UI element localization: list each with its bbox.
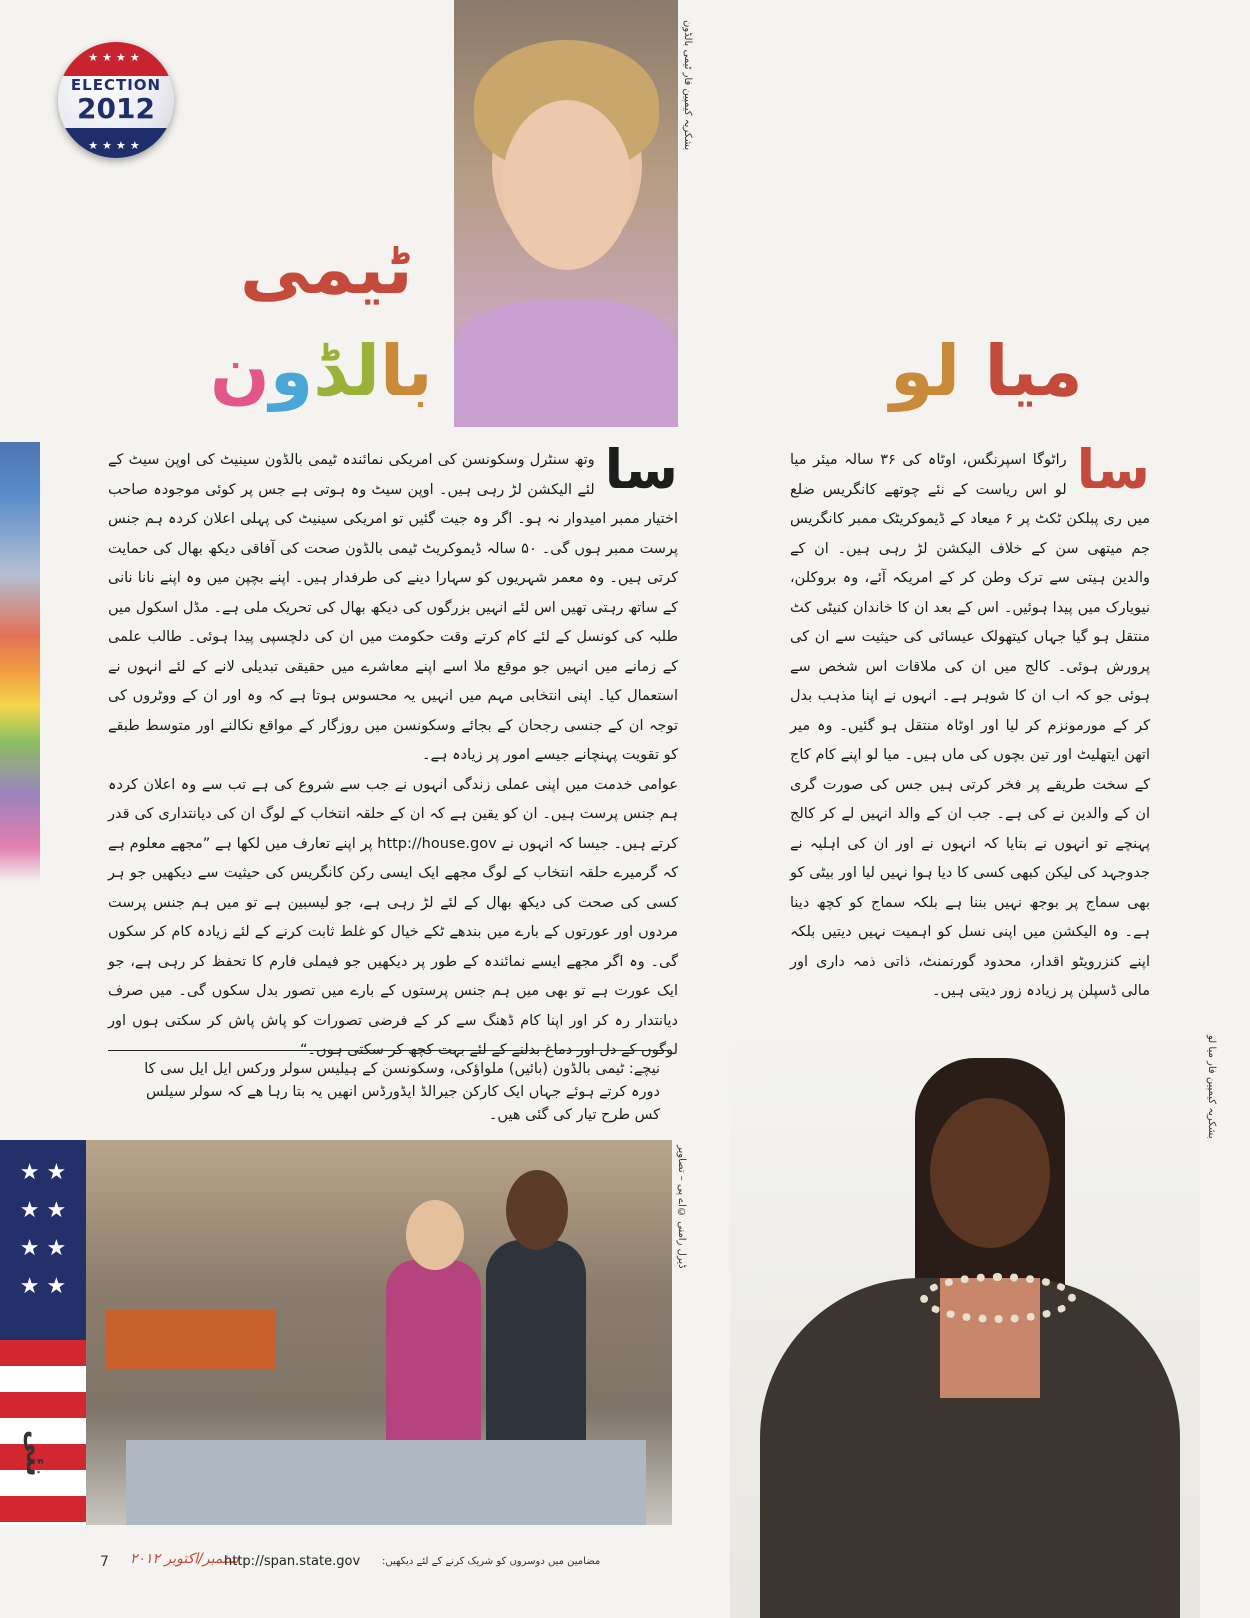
baldwin-portrait-photo <box>454 0 678 427</box>
issue-date: ستمبر/اکتوبر ۲۰۱۲ <box>130 1551 239 1567</box>
baldwin-last-part-3: و <box>269 330 314 412</box>
page-number: 7 <box>100 1554 109 1570</box>
footer-url-link[interactable]: http://span.state.gov <box>224 1554 361 1569</box>
baldwin-last-name-title <box>210 330 433 412</box>
baldwin-photo-credit: بشکریہ کیمپین فار ٹیمی بالڈون <box>682 20 693 151</box>
love-name-part-2: لو <box>890 330 961 412</box>
photo-orange-rack <box>106 1310 276 1370</box>
love-article <box>790 438 1151 1007</box>
baldwin-paragraph-2: عوامی خدمت میں اپنی عملی زندگی انہوں نے جب سے شروع کی ہے تب سے وہ اعلان کردہ ہم جنس پرست ہیں۔ ان کو یقین ہے کہ ان کے حلقہ انتخاب کے لوگ ان کی دیانتداری کی قدر کرتے ہیں۔ جیسا کہ انہوں نے http://house.gov پر اپنے تعارف میں لکھا ہے ”مجھے معلوم ہے کہ گرمیرے حلقہ انتخاب کے لوگ مجھے ایک ایسی رکن کانگریس کی حیثیت سے دیکھیں جو ہر کسی کی صحت کی دیکھ بھال کے لئے لڑ رہی ہے، جو لیسبین ہے تو میں ہم جنس پرست مردوں اور عورتوں کے بارے میں بندھے ٹکے خیال کو غلط ثابت کرنے کے لئے زیادہ کام کر سکوں گی۔ وہ اگر مجھے ایسے نمائندہ کے طور پر دیکھیں جو فیملی فارم کا تحفظ کر رہی ہے، جو ایک عورت ہے تو بھی میں ہم جنس پرستوں کے بارے میں تصور بدل سکوں گی۔ میں صرف دیانتدار رہ کر اور اپنا کام ڈھنگ سے کر کے فرضی تصورات کو پاش پاش کر سکتی ہوں اور لوگوں کے دل اور دماغ بدلنے کے لئے بہت کچھ کر سکتی ہوں۔“ <box>108 776 678 1058</box>
photo-worker-head <box>506 1170 568 1250</box>
photo-solar-table <box>126 1440 646 1525</box>
badge-stars-top: ★★★★ <box>88 51 144 64</box>
baldwin-last-part-2: لڈ <box>313 330 380 412</box>
badge-word: ELECTION <box>70 76 162 94</box>
flag-stars: ★ ★ ★ ★ ★ ★ ★ ★ <box>19 1160 67 1299</box>
love-dropcap: سا <box>1076 438 1150 501</box>
portrait-blouse-shape <box>454 300 678 427</box>
solar-photo-caption: نیچے: ٹیمی بالڈون (بائیں) ملواؤکی، وسکونسن کے ہیلیس سولر ورکس ایل ایل سی کا دورہ کرتے ہوئے جہاں ایک کارکن جیرالڈ ایڈورڈس انھیں یہ بتا رہا ھے کہ سولر سیلس کس طرح تیار کی گئی ھیں۔ <box>144 1061 660 1123</box>
badge-year: 2012 <box>77 92 155 125</box>
portrait-face-front <box>502 100 632 270</box>
baldwin-dropcap: سا <box>604 438 678 501</box>
baldwin-last-part-4: ن <box>210 330 270 412</box>
solar-factory-photo <box>86 1140 672 1525</box>
footer-note: مضامین میں دوسروں کو شریک کرنے کے لئے دیکھیں: <box>382 1556 601 1567</box>
baldwin-article <box>108 438 678 1066</box>
portrait-pearl-necklace <box>920 1273 1076 1323</box>
photo-baldwin-head <box>406 1200 464 1270</box>
solar-photo-credit: ڈیرل رامنی ©اے پی – تصاویر <box>676 1145 687 1269</box>
portrait-face-shape-2 <box>930 1098 1050 1248</box>
love-paragraph-1: راٹوگا اسپرنگس، اوٹاہ کی ۳۶ سالہ میئر میا لو اس ریاست کے نئے چوتھے کانگریس ضلع میں ری پبلکن ٹکٹ پر ۶ میعاد کے ڈیموکریٹک ممبر کانگریس جم میتھی سن کے خلاف الیکشن لڑ رہی ہیں۔ ان کے والدین ہیتی سے ترک وطن کر کے امریکہ آئے، وہ بروکلن، نیویارک میں پیدا ہوئیں۔ اس کے بعد ان کا خاندان کنیٹی کٹ منتقل ہو گیا جہاں کیتھولک عیسائی کی حیثیت سے ان کی پرورش ہوئی۔ کالج میں ان کی ملاقات اس شخص سے ہوئی جو کہ اب ان کا شوہر ہے۔ انہوں نے اپنا مذہب بدل کر کے مورمونزم کر لیا اور اوٹاہ منتقل ہو گئیں۔ وہ میر اتھن ایتھلیٹ اور تین بچوں کی ماں ہیں۔ میا لو اپنے کام کاج کے سخت طریقے پر فخر کرتی ہیں جس کی صورت گری ان کے والدین نے کی ہے۔ جب ان کے والد انہیں لے کر کالج پہنچے تو انہوں نے بتایا کہ انہوں نے اور ان کی اہلیہ نے جدوجہد کی لیکن کبھی کسی کا دیا ہوا نہیں لیا اور بیٹی کو بھی سماج پر بوجھ نہیں بننا ہے بلکہ سماج کو کچھ دینا ہے۔ وہ الیکشن میں اپنی نسل کو اہمیت نہیں دیتیں بلکہ اپنے کنزرویٹو اقدار، محدود گورنمنٹ، ذاتی ذمہ داری اور مالی ڈسپلن پر زیادہ زور دیتی ہیں۔ <box>790 452 1151 999</box>
love-photo-credit: بشکریہ کیمپین فار میا لو <box>1206 1035 1217 1139</box>
photo-baldwin-figure <box>386 1260 481 1470</box>
baldwin-first-name-title: ٹیمی <box>240 228 413 310</box>
baldwin-last-part-1: با <box>379 330 433 412</box>
rainbow-stripe-decoration <box>0 442 40 882</box>
love-name-part-1: میا <box>984 330 1083 412</box>
baldwin-paragraph-1: وتھ سنٹرل وسکونسن کی امریکی نمائندہ ٹیمی بالڈون سینیٹ کی اوپن سیٹ کے لئے الیکشن لڑ رہی ہیں۔ اوپن سیٹ وہ ہوتی ہے جس پر کوئی موجودہ صاحب اختیار ممبر امیدوار نہ ہو۔ اگر وہ جیت گئیں تو امریکی سینیٹ کی پہلی اعلان کردہ ہم جنس پرست ممبر ہوں گی۔ ۵۰ سالہ ڈیموکریٹ ٹیمی بالڈون صحت کی آفاقی دیکھ بھال کی حمایت کرتی ہیں۔ وہ معمر شہریوں کو سہارا دینے کی طرفدار ہیں۔ اپنے بچپن میں وہ اپنے نانا نانی کے ساتھ رہتی تھیں اس لئے انہیں بزرگوں کی دیکھ بھال کی تحریک ملی ہے۔ مڈل اسکول میں طلبہ کی کونسل کے لئے کام کرتے وقت حکومت میں ان کی دلچسپی پیدا ہوئی۔ طالب علمی کے زمانے میں انہیں جو موقع ملا اسے اپنے معاشرے میں حقیقی تبدیلی لانے کے لئے انہوں نے استعمال کیا۔ اپنی انتخابی مہم میں انہیں یہ محسوس ہوتا ہے کہ وہ اور ان کے ووٹروں کی توجہ ان کے جنسی رجحان کے بجائے وسکونسن میں روزگار کے مواقع نکالنے اور متوسط طبقے کو تقویت پہنچانے جیسے امور پر زیادہ ہے۔ <box>108 452 678 763</box>
side-tag: نئی <box>20 1430 50 1477</box>
love-name-title <box>890 330 1083 412</box>
election-2012-badge <box>58 42 174 158</box>
badge-stars-bottom: ★★★★ <box>88 139 144 152</box>
love-portrait-photo <box>730 1028 1200 1618</box>
caption-divider <box>108 1050 668 1051</box>
